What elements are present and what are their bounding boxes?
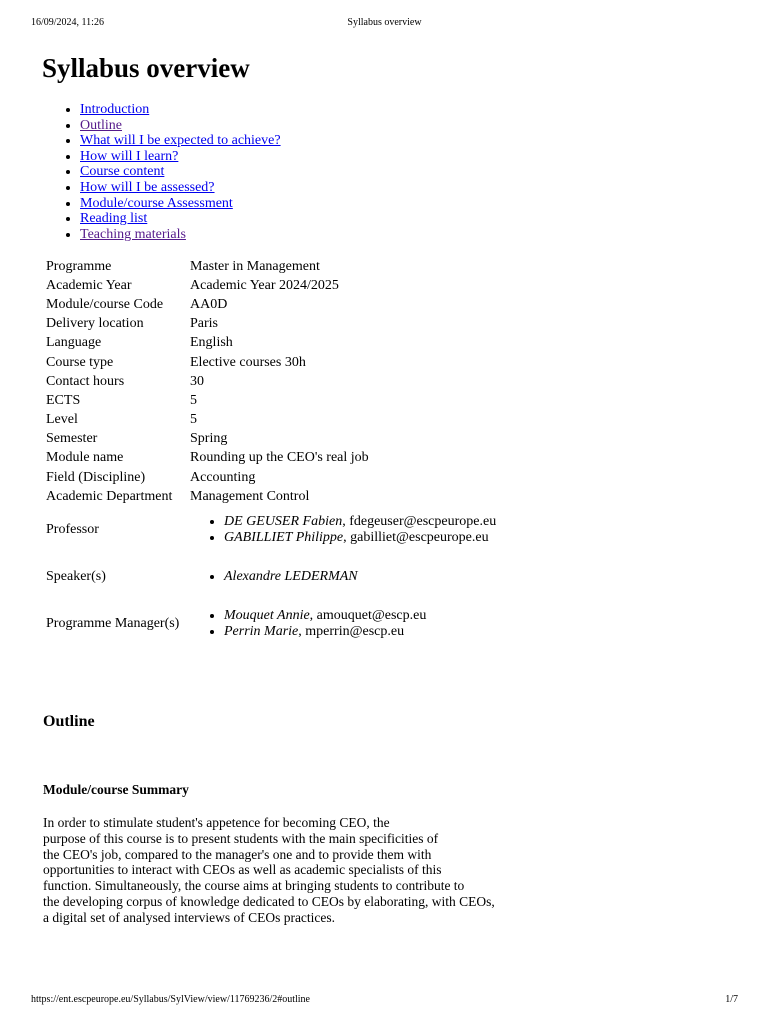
info-label: Academic Department [46, 488, 173, 504]
summary-heading: Module/course Summary [43, 782, 189, 797]
info-value: English [190, 335, 233, 351]
info-label: Module name [46, 450, 124, 466]
course-info-table [43, 257, 499, 648]
person-name: GABILLIET Philippe [224, 530, 344, 546]
table-row [43, 257, 499, 276]
person-email: , amouquet@escp.eu [309, 607, 427, 623]
info-label: Delivery location [46, 316, 144, 332]
info-label: Academic Year [46, 277, 132, 293]
person-name: Perrin Marie [224, 624, 299, 640]
print-footer [31, 994, 738, 1008]
professor-list [190, 514, 496, 547]
table-row [43, 468, 499, 487]
toc-link-outline[interactable]: Outline [80, 117, 122, 133]
list-item [224, 514, 496, 531]
speakers-label: Speaker(s) [46, 569, 106, 585]
info-value: 30 [190, 373, 204, 389]
toc-link-how-assessed[interactable]: How will I be assessed? [80, 179, 215, 195]
speakers-list-cell [187, 554, 499, 601]
info-value: 5 [190, 412, 197, 428]
summary-text: In order to stimulate student's appetence for becoming CEO, the purpose of this course is to present students with the main specificities of the CEO's job, compared to the manager's one and to provide them with opportunities to interact with CEOs as well as academic specialists of this function. Simultaneously, the course aims at bringing students to contribute to the developing corpus of knowledge dedicated to CEOs by elaborating, with CEOs, a digital set of analysed interviews of CEOs practices. [43, 815, 495, 925]
table-row [43, 430, 499, 449]
table-row [43, 372, 499, 391]
page-number: 1/7 [725, 994, 738, 1005]
toc-item [80, 196, 281, 212]
info-value: Management Control [190, 488, 310, 504]
speakers-row [43, 554, 499, 601]
person-email: , mperrin@escp.eu [298, 624, 405, 640]
info-label: Programme [46, 258, 112, 274]
toc-link-introduction[interactable]: Introduction [80, 102, 150, 117]
person-name: Alexandre LEDERMAN [224, 568, 358, 584]
list-item [224, 608, 496, 625]
professor-label: Professor [46, 522, 99, 538]
toc-link-module-assessment[interactable]: Module/course Assessment [80, 195, 233, 211]
info-label: Course type [46, 354, 114, 370]
info-label: Field (Discipline) [46, 469, 146, 485]
speakers-list [190, 569, 496, 586]
toc-item [80, 118, 281, 134]
table-row [43, 353, 499, 372]
info-label: Contact hours [46, 373, 125, 389]
managers-row [43, 601, 499, 648]
info-value: Master in Management [190, 258, 320, 274]
table-row [43, 334, 499, 353]
info-label: Semester [46, 431, 98, 447]
print-header [31, 17, 738, 31]
person-name: DE GEUSER Fabien [224, 513, 343, 529]
info-value: Elective courses 30h [190, 354, 306, 370]
page-title: Syllabus overview [42, 53, 250, 83]
toc-item [80, 149, 281, 165]
toc-link-course-content[interactable]: Course content [80, 164, 165, 180]
info-value: Academic Year 2024/2025 [190, 277, 339, 293]
toc-link-how-learn[interactable]: How will I learn? [80, 148, 179, 164]
toc-item [80, 211, 281, 227]
toc-link-expected-achieve[interactable]: What will I be expected to achieve? [80, 133, 281, 149]
professor-row [43, 506, 499, 553]
table-row [43, 449, 499, 468]
managers-list [190, 608, 496, 641]
toc-link-teaching-materials[interactable]: Teaching materials [80, 226, 186, 242]
list-item [224, 624, 496, 641]
info-label: Language [46, 335, 102, 351]
table-row [43, 411, 499, 430]
managers-label: Programme Manager(s) [46, 616, 180, 632]
person-email: , gabilliet@escpeurope.eu [343, 530, 489, 546]
toc-item [80, 180, 281, 196]
table-of-contents [42, 102, 281, 242]
info-value: AA0D [190, 296, 228, 312]
info-value: Spring [190, 431, 228, 447]
toc-item [80, 227, 281, 243]
info-label: ECTS [46, 392, 81, 408]
info-value: Accounting [190, 469, 256, 485]
list-item [224, 569, 496, 586]
person-name: Mouquet Annie [224, 607, 310, 623]
outline-heading: Outline [43, 713, 95, 730]
print-title: Syllabus overview [347, 17, 422, 28]
toc-item [80, 164, 281, 180]
table-row [43, 315, 499, 334]
print-url: https://ent.escpeurope.eu/Syllabus/SylView/view/11769236/2#outline [31, 994, 310, 1005]
toc-item [80, 133, 281, 149]
toc-item [80, 102, 281, 118]
managers-list-cell [187, 601, 499, 648]
table-row [43, 295, 499, 314]
info-value: Rounding up the CEO's real job [190, 450, 369, 466]
table-row [43, 276, 499, 295]
toc-link-reading-list[interactable]: Reading list [80, 211, 148, 227]
info-label: Level [46, 412, 78, 428]
table-row [43, 487, 499, 506]
info-value: 5 [190, 392, 197, 408]
person-email: , fdegeuser@escpeurope.eu [342, 513, 497, 529]
print-date: 16/09/2024, 11:26 [31, 17, 104, 28]
info-value: Paris [190, 316, 218, 332]
table-row [43, 391, 499, 410]
professor-list-cell [187, 506, 499, 553]
info-label: Module/course Code [46, 296, 164, 312]
list-item [224, 530, 496, 547]
